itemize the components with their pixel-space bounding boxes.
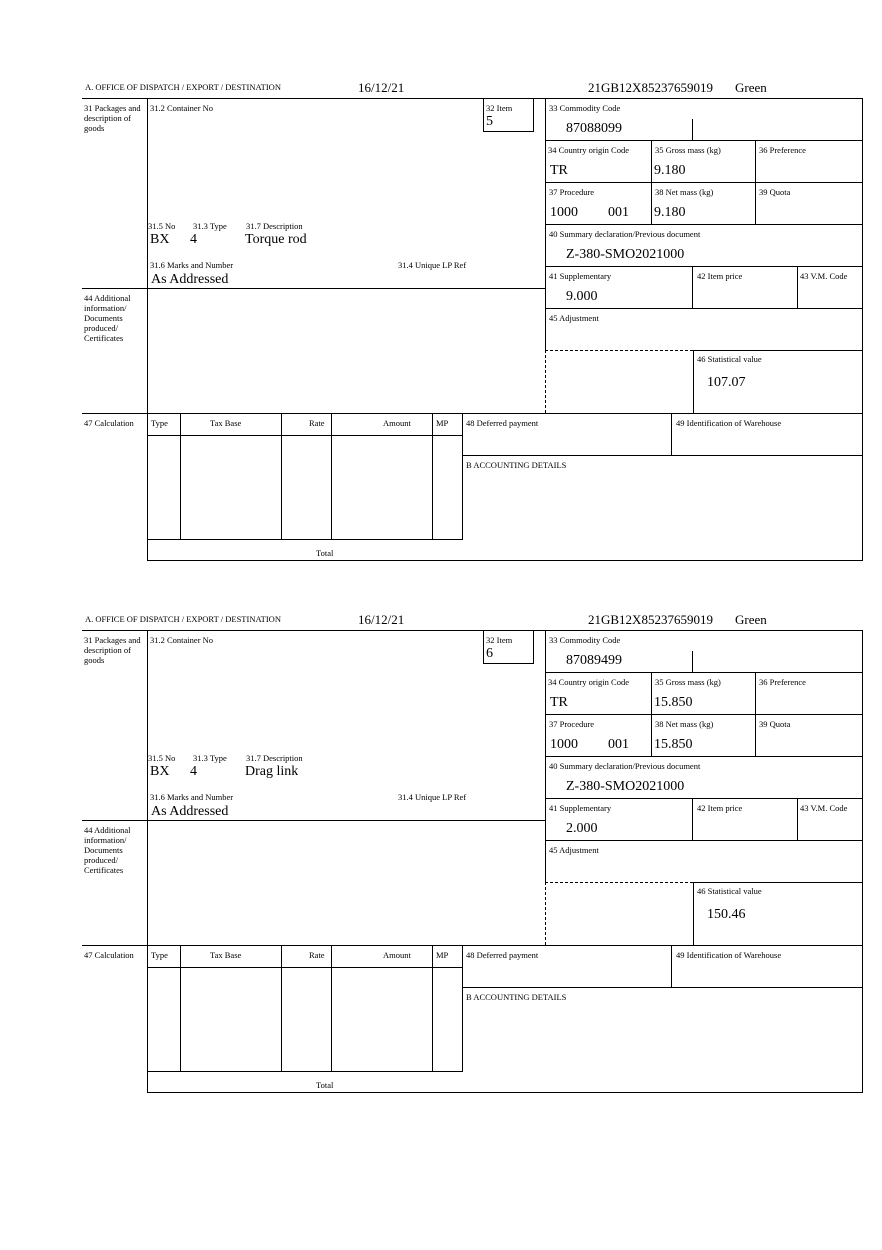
divider [693,882,862,883]
divider [147,630,148,1093]
divider [671,413,672,456]
summary-declaration-value: Z-380-SMO2021000 [566,779,685,794]
divider [545,798,862,799]
no-value: BX [150,764,170,779]
divider [483,663,533,664]
preference-label: 36 Preference [759,145,806,155]
warehouse-label: 49 Identification of Warehouse [676,418,782,428]
calc-type-label: Type [151,950,168,960]
calculation-label: 47 Calculation [84,950,134,960]
quota-label: 39 Quota [759,719,791,729]
divider [147,98,148,561]
quota-label: 39 Quota [759,187,791,197]
calc-tax-base-label: Tax Base [210,418,242,428]
divider [755,140,756,224]
divider [462,455,862,456]
divider [797,266,798,308]
divider [545,714,862,715]
vm-code-label: 43 V.M. Code [800,803,848,813]
divider [693,882,694,945]
divider [545,882,546,945]
calc-type-label: Type [151,418,168,428]
divider [533,630,534,664]
net-mass-value: 9.180 [654,205,686,220]
marks-value: As Addressed [151,804,229,819]
gross-mass-label: 35 Gross mass (kg) [655,145,721,155]
supplementary-label: 41 Supplementary [549,803,612,813]
type-value: 4 [190,232,197,247]
divider [651,140,652,224]
divider [545,672,862,673]
divider [545,140,862,141]
divider [545,630,546,820]
divider [545,756,862,757]
divider [331,945,332,1072]
divider [281,945,282,1072]
route-color: Green [735,612,767,627]
statistical-value-label: 46 Statistical value [697,354,762,364]
divider [533,98,534,132]
description-label: 31.7 Description [246,221,303,231]
divider [483,98,484,132]
commodity-code-label: 33 Commodity Code [549,103,621,113]
description-label: 31.7 Description [246,753,303,763]
additional-info-label: 44 Additional information/ Documents produced/ Certificates [84,825,131,875]
divider [545,266,862,267]
divider [147,967,462,968]
unique-lp-ref-label: 31.4 Unique LP Ref [398,792,467,802]
declaration-form-2 [0,532,882,1090]
divider [147,435,462,436]
divider [693,350,862,351]
declaration-form-1 [0,0,882,558]
statistical-value-value: 107.07 [707,375,746,390]
divider [545,308,862,309]
supplementary-value: 2.000 [566,821,598,836]
divider [147,1092,863,1093]
declaration-reference: 21GB12X85237659019 [588,80,713,95]
gross-mass-label: 35 Gross mass (kg) [655,677,721,687]
calc-mp-label: MP [436,418,449,428]
item-price-label: 42 Item price [697,803,743,813]
divider [545,350,546,413]
divider [651,672,652,756]
calc-mp-label: MP [436,950,449,960]
calc-rate-label: Rate [309,418,325,428]
item-label: 32 Item [486,103,513,113]
net-mass-label: 38 Net mass (kg) [655,187,714,197]
supplementary-value: 9.000 [566,289,598,304]
type-value: 4 [190,764,197,779]
adjustment-label: 45 Adjustment [549,313,599,323]
gross-mass-value: 9.180 [654,163,686,178]
statistical-value-label: 46 Statistical value [697,886,762,896]
divider [671,945,672,988]
divider [462,945,463,1072]
no-label: 31.5 No [148,221,176,231]
divider [180,945,181,1072]
divider [755,672,756,756]
commodity-code-label: 33 Commodity Code [549,635,621,645]
divider [82,630,863,631]
calc-amount-label: Amount [383,950,411,960]
divider [692,651,693,673]
deferred-payment-label: 48 Deferred payment [466,950,539,960]
packages-label: 31 Packages and description of goods [84,635,141,665]
commodity-code-value: 87089499 [566,653,622,668]
divider [692,266,693,308]
divider [545,288,546,350]
divider [692,798,693,840]
calc-rate-label: Rate [309,950,325,960]
divider [545,182,862,183]
supplementary-label: 41 Supplementary [549,271,612,281]
marks-label: 31.6 Marks and Number [150,792,234,802]
additional-info-label: 44 Additional information/ Documents produced/ Certificates [84,293,131,343]
divider [545,98,546,288]
container-no-label: 31.2 Container No [150,635,214,645]
procedure-value-b: 001 [608,205,629,220]
divider [862,630,863,1093]
divider [82,288,545,289]
procedure-value-b: 001 [608,737,629,752]
divider [82,98,863,99]
divider [331,413,332,540]
unique-lp-ref-label: 31.4 Unique LP Ref [398,260,467,270]
divider [545,820,546,882]
country-origin-label: 34 Country origin Code [548,677,629,687]
calculation-label: 47 Calculation [84,418,134,428]
marks-label: 31.6 Marks and Number [150,260,234,270]
procedure-label: 37 Procedure [549,187,595,197]
accounting-label: B ACCOUNTING DETAILS [466,992,567,1002]
adjustment-label: 45 Adjustment [549,845,599,855]
warehouse-label: 49 Identification of Warehouse [676,950,782,960]
commodity-code-value: 87088099 [566,121,622,136]
description-value: Torque rod [245,232,307,247]
total-label: Total [316,548,334,558]
gross-mass-value: 15.850 [654,695,693,710]
divider [462,413,463,540]
declaration-reference: 21GB12X85237659019 [588,612,713,627]
divider [545,224,862,225]
divider [797,798,798,840]
divider [545,882,693,883]
procedure-value-a: 1000 [550,737,578,752]
net-mass-label: 38 Net mass (kg) [655,719,714,729]
divider [545,350,693,351]
deferred-payment-label: 48 Deferred payment [466,418,539,428]
divider [82,413,863,414]
divider [545,840,862,841]
total-label: Total [316,1080,334,1090]
packages-label: 31 Packages and description of goods [84,103,141,133]
summary-declaration-label: 40 Summary declaration/Previous document [549,229,701,239]
divider [180,413,181,540]
item-value: 6 [486,646,493,661]
divider [462,987,862,988]
country-origin-value: TR [550,695,568,710]
net-mass-value: 15.850 [654,737,693,752]
procedure-label: 37 Procedure [549,719,595,729]
container-no-label: 31.2 Container No [150,103,214,113]
description-value: Drag link [245,764,299,779]
type-label: 31.3 Type [193,753,227,763]
declaration-date: 16/12/21 [358,612,405,627]
item-value: 5 [486,114,493,129]
divider [82,820,545,821]
type-label: 31.3 Type [193,221,227,231]
item-price-label: 42 Item price [697,271,743,281]
divider [862,98,863,561]
office-label: A. OFFICE OF DISPATCH / EXPORT / DESTINATION [85,614,281,624]
summary-declaration-label: 40 Summary declaration/Previous document [549,761,701,771]
declaration-date: 16/12/21 [358,80,405,95]
marks-value: As Addressed [151,272,229,287]
divider [147,1071,463,1072]
no-label: 31.5 No [148,753,176,763]
procedure-value-a: 1000 [550,205,578,220]
divider [692,119,693,141]
divider [483,131,533,132]
item-label: 32 Item [486,635,513,645]
divider [693,350,694,413]
vm-code-label: 43 V.M. Code [800,271,848,281]
route-color: Green [735,80,767,95]
preference-label: 36 Preference [759,677,806,687]
summary-declaration-value: Z-380-SMO2021000 [566,247,685,262]
divider [82,945,863,946]
divider [432,945,433,1072]
accounting-label: B ACCOUNTING DETAILS [466,460,567,470]
calc-amount-label: Amount [383,418,411,428]
calc-tax-base-label: Tax Base [210,950,242,960]
no-value: BX [150,232,170,247]
divider [432,413,433,540]
country-origin-value: TR [550,163,568,178]
office-label: A. OFFICE OF DISPATCH / EXPORT / DESTINATION [85,82,281,92]
divider [483,630,484,664]
country-origin-label: 34 Country origin Code [548,145,629,155]
statistical-value-value: 150.46 [707,907,746,922]
divider [281,413,282,540]
